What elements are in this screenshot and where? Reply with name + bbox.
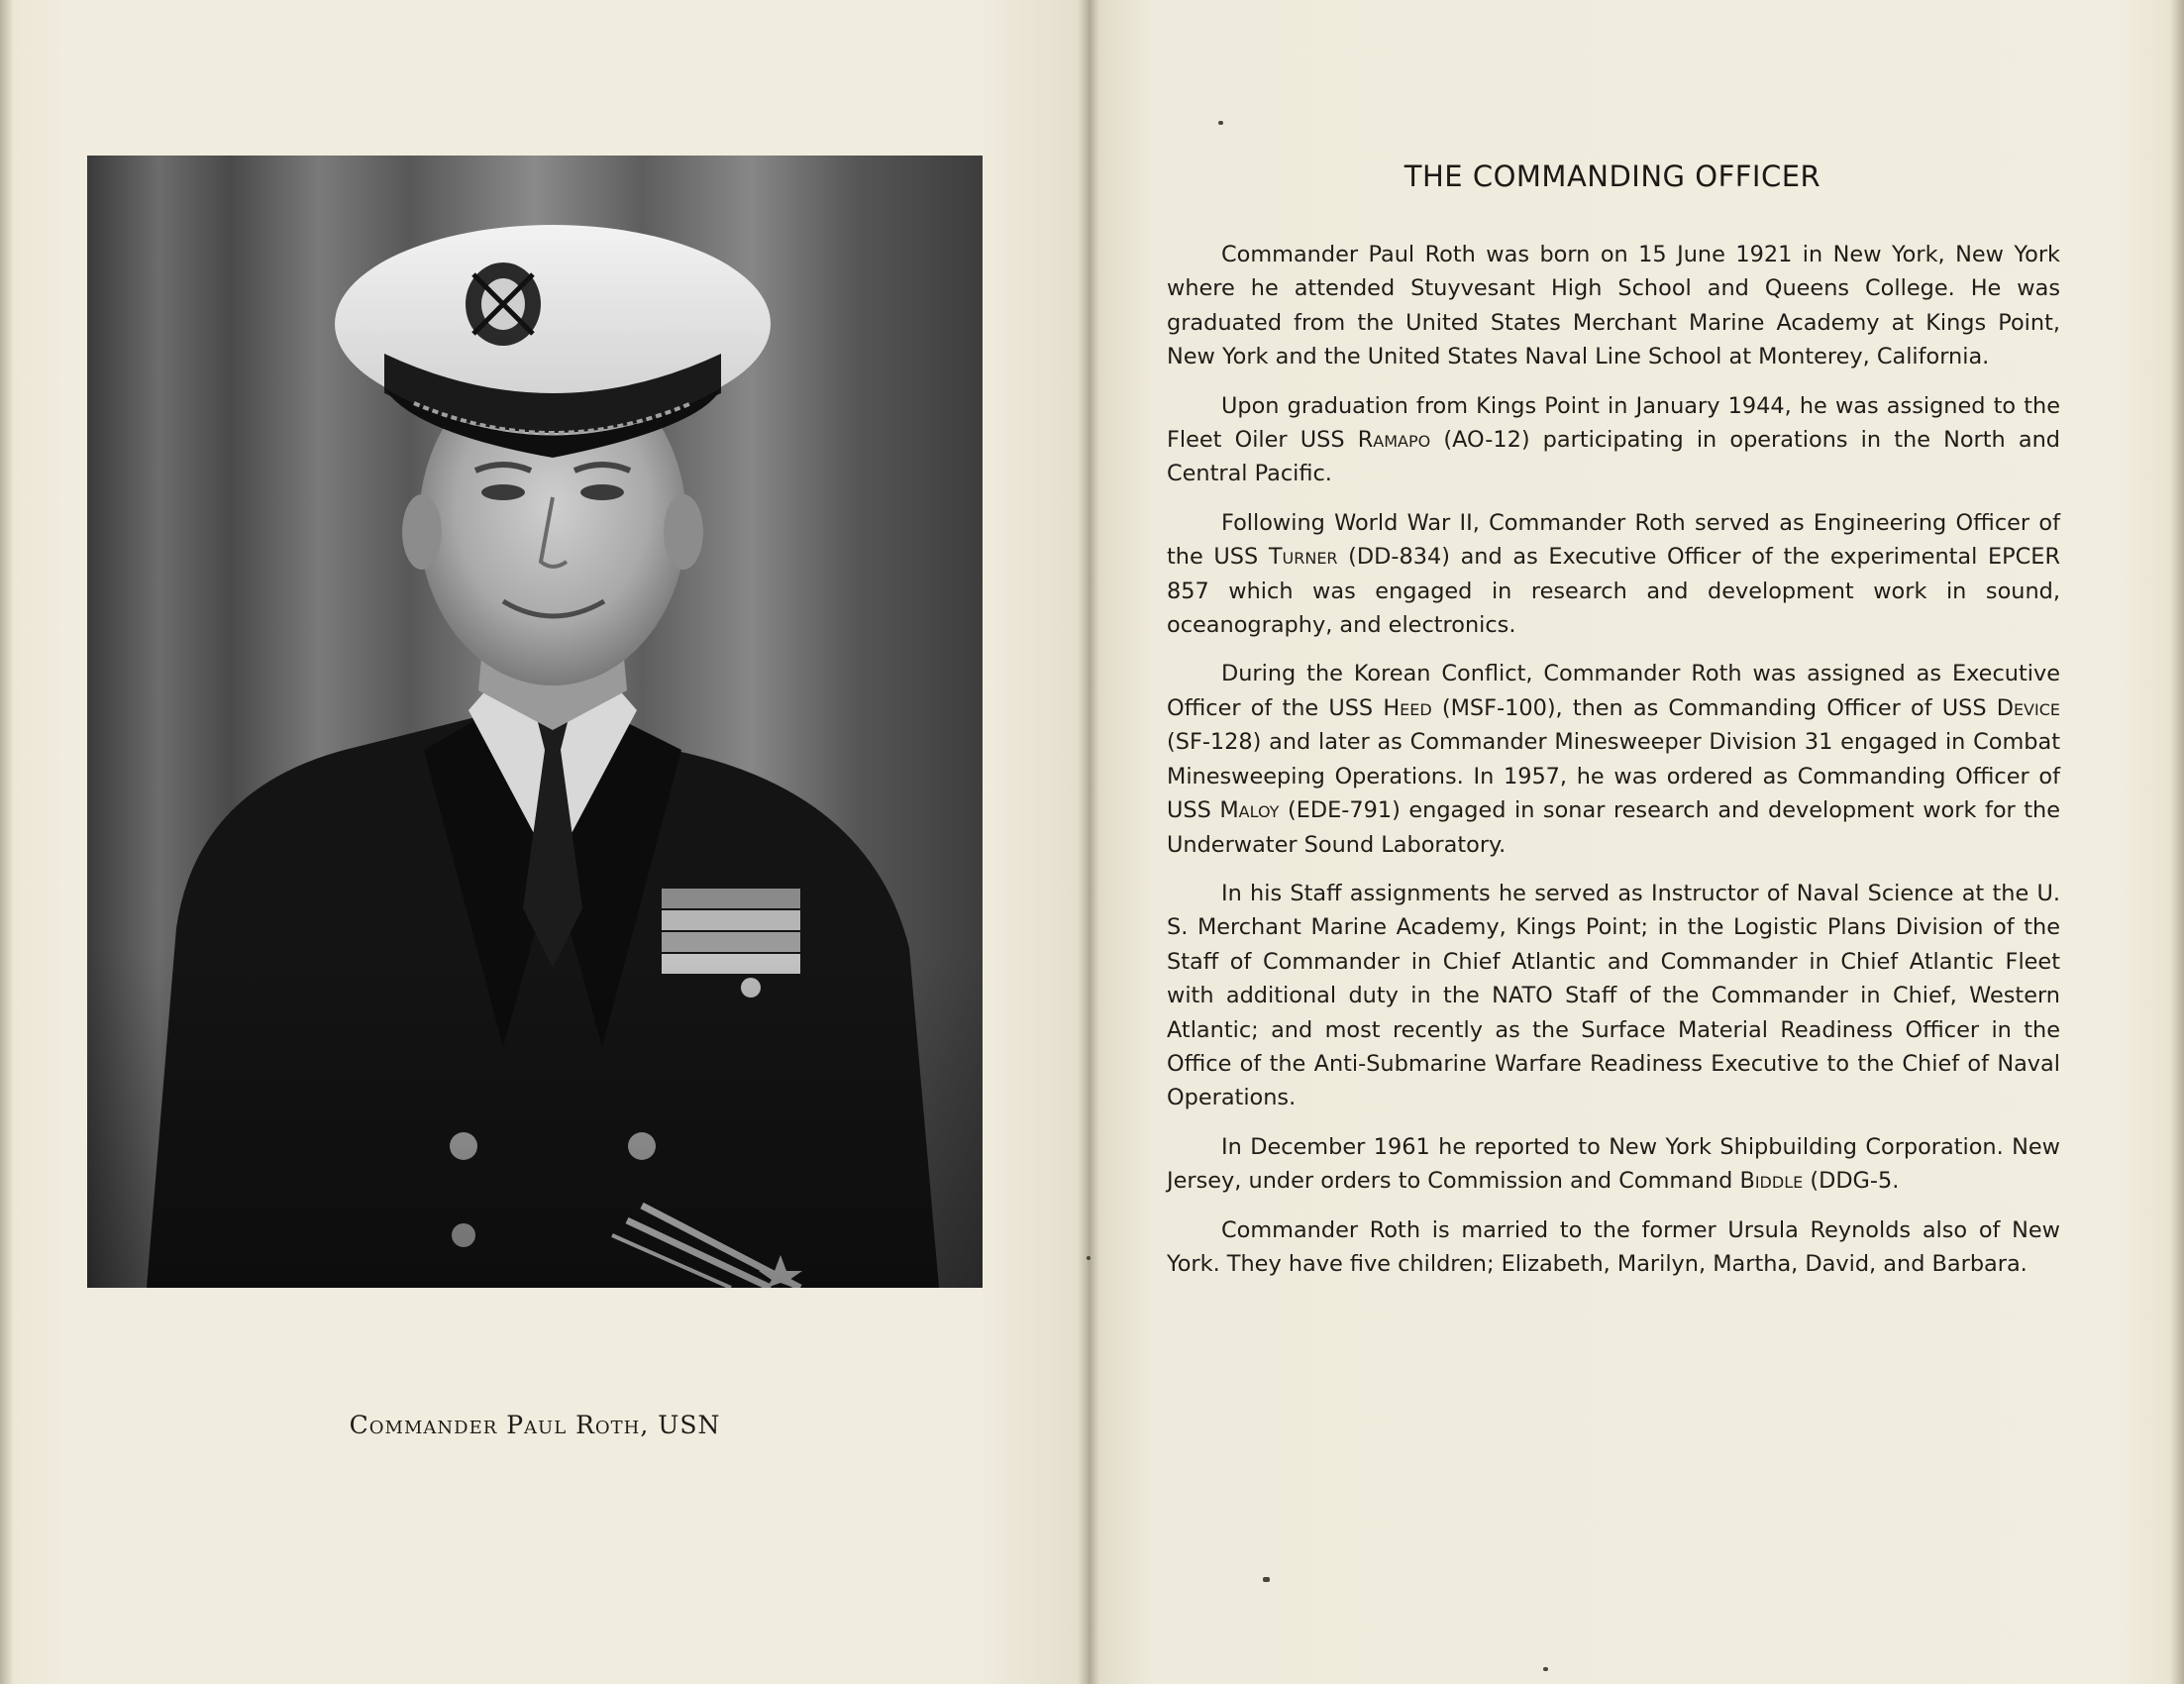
commander-portrait-photo	[87, 156, 983, 1288]
paragraph-birth-education: Commander Paul Roth was born on 15 June 1921 in New York, New York where he attended Stuyvesant High School and Queens College. He was graduated from the United States Merchant Marine Academy at Kings Point, New York and the United States Naval Line School at Monterey, California.	[1167, 242, 2060, 370]
ship-name: Ramapo	[1357, 427, 1431, 454]
paragraph-korean-conflict: During the Korean Conflict, Commander Roth was assigned as Executive Officer of the USS Heed (MSF-100), then as Commanding Officer of USS Device (SF-128) and later as Commander Minesweeper Division 31 engaged in Combat Minesweeping Operations. In 1957, he was ordered as Commanding Officer of USS Maloy (EDE-791) engaged in sonar research and development work for the Underwater Sound Laboratory.	[1167, 661, 2061, 858]
paragraph-family: Commander Roth is married to the former Ursula Reynolds also of New York. They have five children; Elizabeth, Marilyn, Martha, David, and Barbara.	[1167, 1216, 2060, 1277]
ship-name: Turner	[1268, 544, 1338, 571]
paragraph-post-war: Following World War II, Commander Roth served as Engineering Officer of the USS Turner (DD-834) and as Executive Officer of the experimental EPCER 857 which was engaged in research and development work in sound, oceanography, and electronics.	[1167, 509, 2060, 639]
portrait-illustration	[87, 156, 983, 1288]
paragraph-staff-assignments: In his Staff assignments he served as Instructor of Naval Science at the U. S. Merchant Marine Academy, Kings Point; in the Logistic Plans Division of the Staff of Commander in Chief Atlantic and Commander in Chief Atlantic Fleet with additional duty in the NATO Staff of the Commander in Chief, Western Atlantic; and most recently as the Surface Material Readiness Officer in the Office of the Anti-Submarine Warfare Readiness Executive to the Chief of Naval Operations.	[1167, 880, 2060, 1111]
ship-name: Biddle	[1739, 1168, 1804, 1195]
book-gutter	[1078, 0, 1099, 1684]
paragraph-current-command: In December 1961 he reported to New York Shipbuilding Corporation. New Jersey, under orders to Commission and Command Biddle (DDG-5.	[1167, 1133, 2060, 1195]
photo-caption: Commander Paul Roth, USN	[349, 1411, 721, 1439]
page-title: THE COMMANDING OFFICER	[1404, 159, 1821, 193]
ship-name: Device	[1996, 694, 2060, 721]
paragraph-first-assignment: Upon graduation from Kings Point in January 1944, he was assigned to the Fleet Oiler USS Ramapo (AO-12) participating in operations in the North and Central Pacific.	[1167, 392, 2060, 487]
ship-name: Heed	[1383, 694, 1432, 721]
left-page	[0, 0, 1088, 1684]
ship-name: Maloy	[1219, 797, 1280, 824]
biography-text	[1167, 238, 2060, 1296]
